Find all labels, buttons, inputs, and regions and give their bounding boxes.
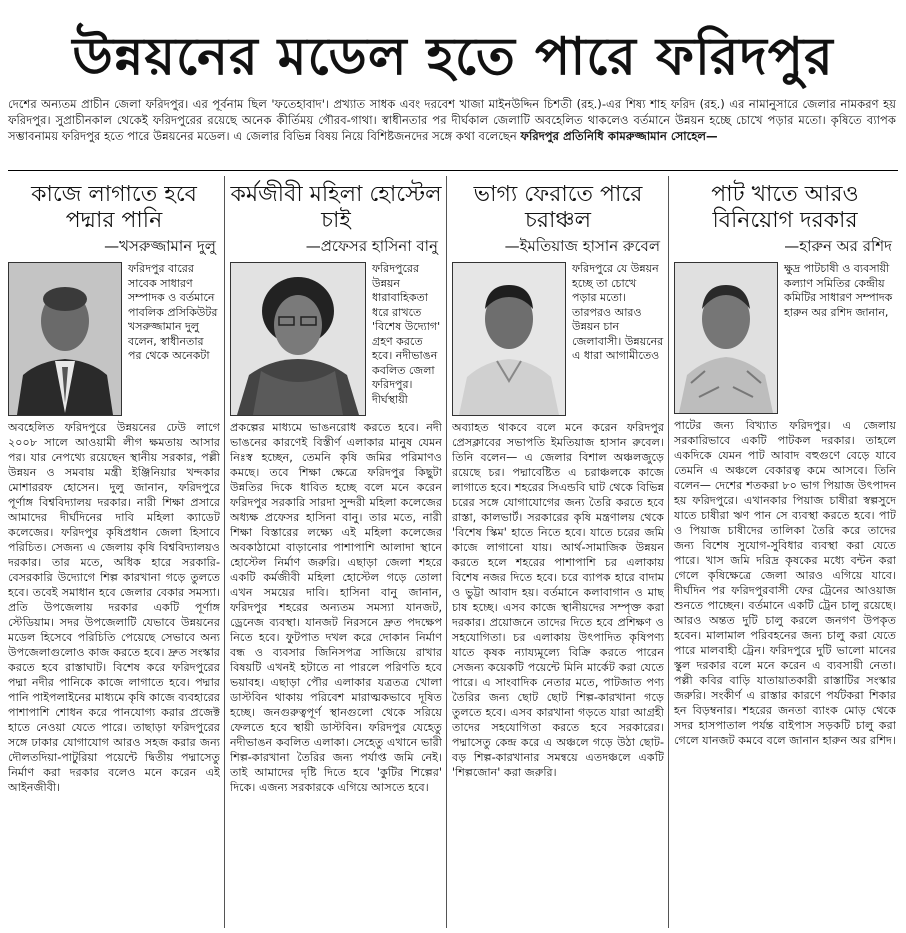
column-4-photo-caption: ক্ষুদ্র পাটচাষী ও ব্যবসায়ী কল্যাণ সমিতির কেন্দ্রীয় কমিটির সাধারণ সম্পাদক হারুন অর রশিদ জানান, xyxy=(784,262,893,319)
column-4-title: পাট খাতে আরও বিনিয়োগ দরকার xyxy=(711,182,859,233)
column-divider xyxy=(224,176,225,928)
portrait-photo-1 xyxy=(8,262,122,416)
column-3-body: অব্যাহত থাকবে বলে মনে করেন ফরিদপুর প্রেসক্লাবের সভাপতি ইমতিয়াজ হাসান রুবেল। তিনি বলেন— এ জেলার বিশাল অঞ্চলজুড়ে রয়েছে চর। পদ্মাবেষ্টিত এ চরাঞ্চলকে কাজে লাগাতে হবে। শহরের সিএন্ডবি ঘাট থেকে বিভিন্ন চরের সঙ্গে যোগাযোগের জন্য তৈরি করতে হবে রাস্তা, কালভার্ট। সরকারের কৃষি মন্ত্রণালয় থেকে 'বিশেষ স্কিম' হাতে নিতে হবে। যাতে চরের জমি কাজে লাগানো যায়। আর্থ-সামাজিক উন্নয়ন করতে হলে শহরের পাশাপাশি চর এলাকায় বিশেষ নজর দিতে হবে। চরে ব্যাপক হারে বাদাম ও ভুট্টা আবাদ হয়। বর্তমানে কলাবাগান ও মাছ চাষ হচ্ছে। এসব কাজে স্থানীয়দের সম্পৃক্ত করা দরকার। প্রয়োজনে তাদের দিতে হবে প্রশিক্ষণ ও সহযোগিতা। চর এলাকায় উৎপাদিত কৃষিপণ্য যাতে কৃষক ন্যায্যমূল্যে বিক্রি করতে পারেন সেজন্য কয়েকটি পয়েন্টে মিনি মার্কেট করা যেতে পারে। এ সাংবাদিক নেতার মতে, পাটজাত পণ্য তৈরির জন্য ছোট ছোট শিল্প-কারখানা গড়ে তুলতে হবে। এসব কারখানা গড়তে যারা আগ্রহী তাদের সহযোগিতা করতে হবে সরকারের। পদ্মাসেতু কেন্দ্র করে এ অঞ্চলে গড়ে উঠা ছোট-বড় শিল্প-কারখানার সমন্বয়ে এতদঞ্চলে একটি 'শিল্পজোন' করা জরুরি। xyxy=(452,421,664,779)
column-2-author: —প্রফেসর হাসিনা বানু xyxy=(305,237,438,255)
portrait-photo-2 xyxy=(230,262,366,416)
intro-paragraph xyxy=(8,96,896,144)
column-2-title: কর্মজীবী মহিলা হোস্টেল চাই xyxy=(230,182,442,233)
column-4-author: —হারুন অর রশিদ xyxy=(784,237,892,255)
divider xyxy=(8,170,898,171)
column-2-photo-caption: ফরিদপুরের উন্নয়ন ধারাবাহিকতা ধরে রাখতে 'বিশেষ উদ্যোগ' গ্রহণ করতে হবে। নদীভাঙন কবলিত জেলা ফরিদপুর। দীর্ঘস্থায়ী xyxy=(372,262,441,406)
column-2-body: প্রকল্পের মাধ্যমে ভাঙনরোধ করতে হবে। নদী ভাঙনের কারণেই বিস্তীর্ণ এলাকার মানুষ যেমন নিঃস্ব হচ্ছেন, তেমনি কৃষি জমির পরিমাণও কমছে। তবে শিক্ষা ক্ষেত্রে ফরিদপুর কিছুটা উন্নতির দিকে ধাবিত হচ্ছে বলে মনে করেন ফরিদপুর সরকারি সারদা সুন্দরী মহিলা কলেজের অধ্যক্ষ প্রফেসর হাসিনা বানু। তার মতে, নারী শিক্ষা বিস্তারের লক্ষ্যে এই মহিলা কলেজের অবকাঠামো বাড়ানোর পাশাপাশি আলাদা স্থানে হোস্টেল নির্মাণ জরুরি। এছাড়া জেলা শহরে একটি কর্মজীবী মহিলা হোস্টেল গড়ে তোলা এখন সময়ের দাবি। হাসিনা বানু জানান, ফরিদপুর শহরের অন্যতম সমস্যা যানজট, ড্রেনেজ ব্যবস্থা। যানজট নিরসনে দ্রুত পদক্ষেপ নিতে হবে। ফুটপাত দখল করে দোকান নির্মাণ বন্ধ ও ব্যবসার জিনিসপত্র সাজিয়ে রাখার বিষয়টি এখনই হটাতে না পারলে পরিণতি হবে ভয়াবহ। এছাড়া পৌর এলাকার যত্রতত্র খোলা ডাস্টবিন থাকায় পরিবেশ মারাত্মকভাবে দূষিত হচ্ছে। জনগুরুত্বপূর্ণ স্থানগুলো থেকে সরিয়ে ফেলতে হবে স্থায়ী ডাস্টবিন। ফরিদপুর যেহেতু নদীভাঙন কবলিত এলাকা। সেহেতু এখানে ভারী শিল্প-কারখানা তৈরির জন্য পর্যাপ্ত জমি নেই। তাই আমাদের দৃষ্টি দিতে হবে 'কুটির শিল্পের' দিকে। এজন্য সরকারকে এগিয়ে আসতে হবে। xyxy=(230,421,442,794)
column-1-author: —খসরুজ্জামান দুলু xyxy=(104,237,216,255)
portrait-photo-3 xyxy=(452,262,566,416)
column-3-author: —ইমতিয়াজ হাসান রুবেল xyxy=(504,237,660,255)
portrait-photo-4 xyxy=(674,262,778,414)
intro-text: দেশের অন্যতম প্রাচীন জেলা ফরিদপুর। এর পূর্বনাম ছিল 'ফতেহাবাদ'। প্রখ্যাত সাধক এবং দরবেশ খাজা মাইনউদ্দিন চিশতী (রহ.)-এর শিষ্য শাহ ফরিদ (রহ.) এর নামানুসারে জেলার নামকরণ হয় ফরিদপুর। সুপ্রাচীনকাল থেকেই ফরিদপুরের রয়েছে অনেক কীর্তিময় গৌরব-গাথা। স্বাধীনতার পর দীর্ঘকাল জেলাটি অবহেলিত থাকলেও বর্তমানে উন্নয়ন হচ্ছে চোখে পড়ার মতো। কৃষিতে ব্যাপক সম্ভাবনাময় ফরিদপুর হতে পারে উন্নয়নের মডেল। এ জেলার বিভিন্ন বিষয় নিয়ে বিশিষ্টজনদের সঙ্গে কথা বলেছেন xyxy=(8,97,896,143)
column-4 xyxy=(674,176,896,928)
column-3-photo-caption: ফরিদপুরে যে উন্নয়ন হচ্ছে তা চোখে পড়ার মতো। তারপরও আরও উন্নয়ন চান জেলাবাসী। উন্নয়নের এ ধারা আগামীতেও xyxy=(572,262,664,362)
column-1-body: অবহেলিত ফরিদপুরে উন্নয়নের ঢেউ লাগে ২০০৮ সালে আওয়ামী লীগ ক্ষমতায় আসার পর। যার নেপথ্যে রয়েছেন স্থানীয় সরকার, পল্লী উন্নয়ন ও সমবায় মন্ত্রী ইঞ্জিনিয়ার খন্দকার মোশাররফ হোসেন। দুলু জানান, ফরিদপুরে পূর্ণাঙ্গ বিশ্ববিদ্যালয় দরকার। নারী শিক্ষা প্রসারে আমাদের দীর্ঘদিনের দাবি মহিলা ক্যাডেট কলেজের। ফরিদপুর কৃষিপ্রধান জেলা হিসাবে পরিচিত। সেজন্য এ জেলায় কৃষি বিশ্ববিদ্যালয়ও দরকার। তার মতে, অধিক হারে সরকারি-বেসরকারি উদ্যোগে শিল্প কারখানা গড়ে তুলতে হবে। তবেই সমাধান হবে জেলার বেকার সমস্যা। প্রতি উপজেলায় দরকার একটি পূর্ণাঙ্গ স্টেডিয়াম। সদর উপজেলাটি যেভাবে উন্নয়নের মডেল হিসেবে পরিচিতি পেয়েছে সেভাবে অন্য উপজেলাগুলোও কাজ করতে হবে। দ্রুত সংস্কার করতে হবে রাস্তাঘাট। বিশেষ করে ফরিদপুরের পদ্মা নদীর পানিকে কাজে লাগাতে হবে। পদ্মার পানি পাইপলাইনের মাধ্যমে কৃষি কাজে ব্যবহারের পাশাপাশি শোধন করে পানযোগ্য করার প্রজেক্ট হাতে নেওয়া যেতে পারে। তাছাড়া ফরিদপুরের সঙ্গে ঢাকার যোগাযোগ আরও সহজ করার জন্য দৌলতদিয়া-পাটুরিয়া পয়েন্টে দ্বিতীয় পদ্মাসেতু নির্মাণ করা দরকার বলেও মনে করেন এই আইনজীবী। xyxy=(8,421,220,794)
column-1 xyxy=(8,176,220,928)
column-2 xyxy=(230,176,442,928)
column-1-title: কাজে লাগাতে হবে পদ্মার পানি xyxy=(31,182,197,233)
column-divider xyxy=(668,176,669,928)
column-divider xyxy=(446,176,447,928)
column-4-body: পাটের জন্য বিখ্যাত ফরিদপুর। এ জেলায় সরকারিভাবে একটি পাটকল দরকার। তাহলে একদিকে যেমন পাট আবাদ বহুগুণে বেড়ে যাবে তেমনি এ অঞ্চলে বেকারত্ব কমে আসবে। তিনি বলেন— দেশের শতকরা ৮০ ভাগ পিয়াজ উৎপাদন হয় ফরিদপুরে। এখানকার পিয়াজ চাষীরা স্বল্পসুদে যাতে চাষীরা ঋণ পান সে ব্যবস্থা করতে হবে। পাট ও পিয়াজ চাষীদের তালিকা তৈরি করে তাদের জন্য বিশেষ সুযোগ-সুবিধার ব্যবস্থা করা যেতে পারে। খাস জমি দরিদ্র কৃষকের মধ্যে বন্টন করা গেলে কৃষিক্ষেত্রে জেলা আরও এগিয়ে যাবে। দীর্ঘদিন পর ফরিদপুরবাসী ফের ট্রেনের আওয়াজ শুনতে পাচ্ছেন। বর্তমানে একটি ট্রেন চালু রয়েছে। আরও অন্তত দুটি চালু করলে জনগণ উপকৃত হবেন। মালামাল পরিবহনের জন্য চালু করা যেতে পারে মালবাহী ট্রেন। ফরিদপুরে দুটি ভালো মানের স্কুল দরকার বলে মনে করেন এ ব্যবসায়ী নেতা। পল্লী কবির বাড়ি যাতায়াতকারী রাস্তাটির সংস্কার জরুরি। সংকীর্ণ এ রাস্তার কারণে পর্যটকরা শিকার হন বিড়ম্বনার। শহরের জনতা ব্যাংক মোড় থেকে সদর হাসপাতাল পর্যন্ত বাইপাস সড়কটি চালু করা গেলে যানজট কমবে বলে জানান হারুন অর রশিদ। xyxy=(674,419,896,747)
column-3-title: ভাগ্য ফেরাতে পারে চরাঞ্চল xyxy=(473,182,643,233)
column-1-photo-caption: ফরিদপুর বারের সাবেক সাধারণ সম্পাদক ও বর্তমানে পাবলিক প্রসিকিউটর খসরুজ্জামান দুলু বলেন, স্বাধীনতার পর থেকে অনেকটা xyxy=(128,262,218,362)
column-3 xyxy=(452,176,664,928)
intro-byline: ফরিদপুর প্রতিনিধি কামরুজ্জামান সোহেল— xyxy=(520,129,718,143)
headline: উন্নয়নের মডেল হতে পারে ফরিদপুর xyxy=(72,26,834,87)
